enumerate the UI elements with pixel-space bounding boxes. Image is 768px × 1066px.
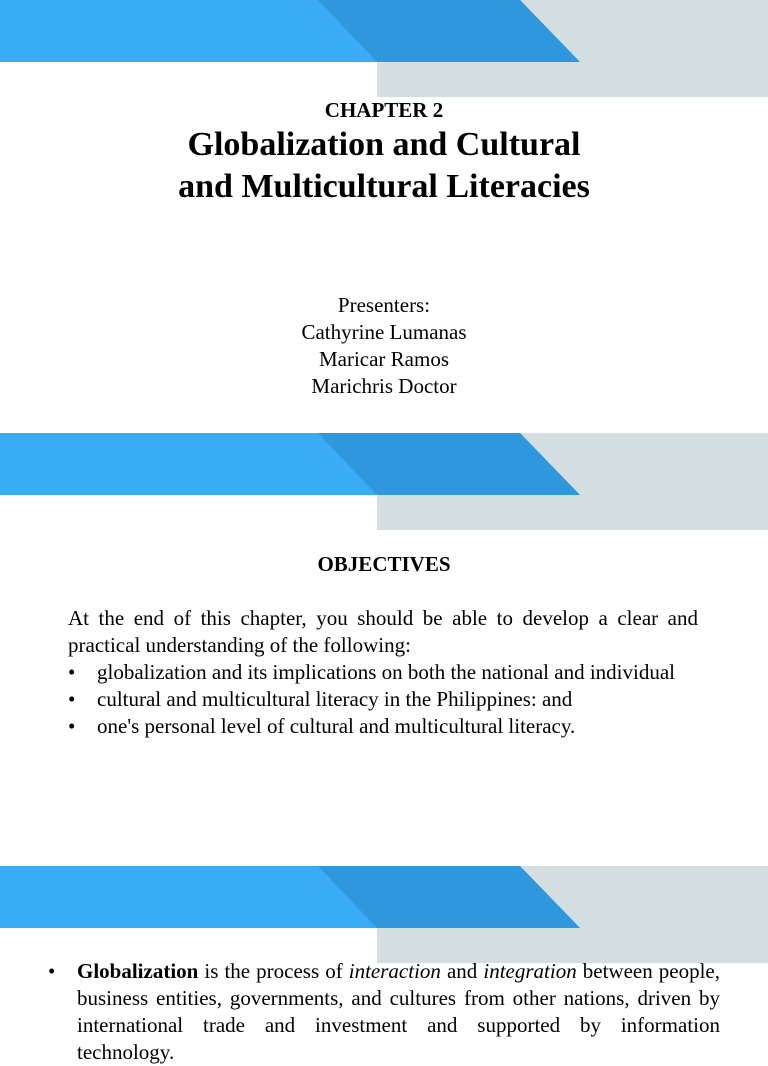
header-band bbox=[0, 866, 768, 966]
definition-emphasis: interaction bbox=[348, 959, 441, 983]
list-item-text: globalization and its implications on both the national and individual bbox=[97, 660, 675, 684]
list-item-text: cultural and multicultural literacy in the Philippines: and bbox=[97, 687, 573, 711]
bullet-icon: • bbox=[68, 660, 76, 684]
bullet-icon: • bbox=[68, 687, 76, 711]
presenter-name: Maricar Ramos bbox=[318, 347, 450, 371]
objectives-intro: At the end of this chapter, you should be able to develop a clear and practical understanding of the following: bbox=[68, 606, 698, 657]
list-item bbox=[68, 686, 698, 713]
presenters-block bbox=[0, 292, 768, 400]
definition-text bbox=[77, 958, 720, 1066]
objectives-list bbox=[68, 659, 698, 740]
list-item-text: one's personal level of cultural and multicultural literacy. bbox=[97, 714, 576, 738]
header-band bbox=[0, 0, 768, 100]
globalization-definition bbox=[48, 958, 720, 1066]
objectives-heading: OBJECTIVES bbox=[317, 552, 451, 576]
presenter-name: Cathyrine Lumanas bbox=[301, 320, 467, 344]
objectives-body bbox=[68, 605, 698, 740]
slide-title-line-2: and Multicultural Literacies bbox=[178, 168, 590, 205]
definition-segment: between people, business entities, governments, and cultures from other nations, driven by international trade and investment and supported by information technology. bbox=[77, 959, 720, 1064]
definition-segment: is the process of bbox=[198, 959, 349, 983]
presenter-name: Marichris Doctor bbox=[311, 374, 457, 398]
list-item bbox=[68, 713, 698, 740]
definition-term: Globalization bbox=[77, 959, 199, 983]
bullet-icon: • bbox=[68, 714, 76, 738]
list-item bbox=[68, 659, 698, 686]
definition-segment: and bbox=[440, 959, 484, 983]
header-band bbox=[0, 433, 768, 533]
definition-emphasis: integration bbox=[483, 959, 577, 983]
bullet-icon: • bbox=[48, 959, 56, 983]
slide-title-line-1: Globalization and Cultural bbox=[187, 126, 581, 163]
chapter-label: CHAPTER 2 bbox=[324, 98, 444, 122]
presenters-label: Presenters: bbox=[337, 293, 431, 317]
